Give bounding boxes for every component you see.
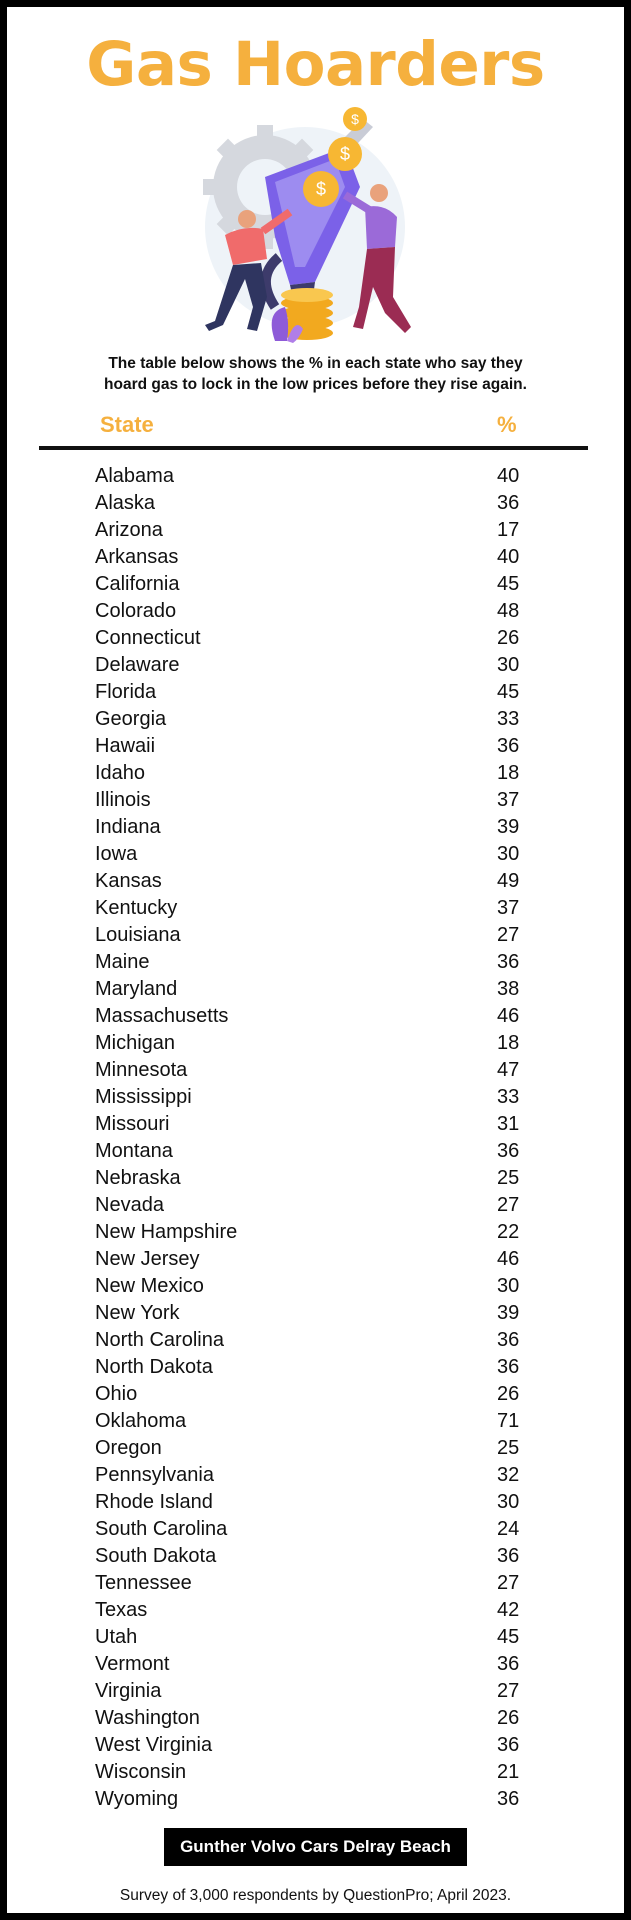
table-row — [7, 598, 624, 625]
table-row — [7, 787, 624, 814]
table-row — [7, 1624, 624, 1651]
state-name: New Jersey — [95, 1248, 200, 1270]
state-percent: 33 — [497, 1086, 520, 1108]
table-row — [7, 1138, 624, 1165]
state-name: New Hampshire — [95, 1221, 238, 1243]
table-row — [7, 1057, 624, 1084]
table-row — [7, 1516, 624, 1543]
state-percent: 27 — [497, 1680, 520, 1702]
state-percent: 25 — [497, 1167, 520, 1189]
table-row — [7, 814, 624, 841]
state-name: Wisconsin — [95, 1761, 187, 1783]
state-name: Rhode Island — [95, 1491, 213, 1513]
state-percent: 47 — [497, 1059, 520, 1081]
table-row — [7, 1084, 624, 1111]
state-percent: 33 — [497, 708, 520, 730]
state-name: Oregon — [95, 1437, 162, 1459]
state-name: Oklahoma — [95, 1410, 187, 1432]
state-name: Texas — [95, 1599, 148, 1621]
state-name: Missouri — [95, 1113, 170, 1135]
state-name: Arizona — [95, 519, 163, 541]
state-percent: 36 — [497, 492, 520, 514]
state-name: Kansas — [95, 870, 162, 892]
state-percent: 30 — [497, 1275, 520, 1297]
state-name: New York — [95, 1302, 180, 1324]
state-percent: 22 — [497, 1221, 520, 1243]
state-name: South Dakota — [95, 1545, 217, 1567]
state-percent: 26 — [497, 627, 520, 649]
state-name: Iowa — [95, 843, 138, 865]
state-percent: 36 — [497, 1545, 520, 1567]
state-percent: 48 — [497, 600, 520, 622]
table-row — [7, 760, 624, 787]
state-name: Wyoming — [95, 1788, 179, 1810]
table-row — [7, 1759, 624, 1786]
state-name: Virginia — [95, 1680, 162, 1702]
intro-text — [7, 353, 624, 395]
table-row — [7, 1030, 624, 1057]
svg-text:$: $ — [351, 111, 359, 127]
table-row — [7, 1435, 624, 1462]
table-row — [7, 1570, 624, 1597]
state-name: North Carolina — [95, 1329, 224, 1351]
state-percent: 36 — [497, 951, 520, 973]
table-row — [7, 490, 624, 517]
svg-text:$: $ — [339, 144, 351, 164]
table-row — [7, 1192, 624, 1219]
state-percent: 39 — [497, 1302, 520, 1324]
state-name: Montana — [95, 1140, 173, 1162]
state-name: Washington — [95, 1707, 200, 1729]
table-row — [7, 679, 624, 706]
state-name: Indiana — [95, 816, 161, 838]
state-name: Florida — [95, 681, 157, 703]
state-percent: 46 — [497, 1248, 520, 1270]
state-percent: 36 — [497, 1356, 520, 1378]
table-row — [7, 1246, 624, 1273]
page-title: Gas Hoarders — [86, 29, 545, 100]
state-percent: 18 — [497, 762, 520, 784]
table-row — [7, 1408, 624, 1435]
table-row — [7, 733, 624, 760]
table-row — [7, 1705, 624, 1732]
infographic-frame — [7, 7, 624, 1913]
state-name: Connecticut — [95, 627, 201, 649]
state-percent: 36 — [497, 1788, 520, 1810]
table-row — [7, 949, 624, 976]
table-row — [7, 1489, 624, 1516]
table-row — [7, 706, 624, 733]
state-name: Delaware — [95, 654, 180, 676]
table-row — [7, 976, 624, 1003]
state-name: Massachusetts — [95, 1005, 229, 1027]
state-name: Pennsylvania — [95, 1464, 214, 1486]
state-percent: 38 — [497, 978, 520, 1000]
intro-line-1: The table below shows the % in each state who say they — [108, 355, 523, 372]
state-percent: 45 — [497, 573, 520, 595]
header-divider — [39, 446, 588, 450]
table-row — [7, 652, 624, 679]
state-percent: 36 — [497, 1734, 520, 1756]
coin-stack-icon — [281, 288, 333, 340]
state-percent: 30 — [497, 654, 520, 676]
table-row — [7, 922, 624, 949]
table-row — [7, 517, 624, 544]
state-percent: 26 — [497, 1383, 520, 1405]
table-row — [7, 895, 624, 922]
table-row — [7, 1543, 624, 1570]
state-percent: 36 — [497, 735, 520, 757]
table-row — [7, 1732, 624, 1759]
table-row — [7, 463, 624, 490]
state-percent: 45 — [497, 1626, 520, 1648]
state-name: Nebraska — [95, 1167, 181, 1189]
state-percent: 30 — [497, 843, 520, 865]
state-percent: 24 — [497, 1518, 520, 1540]
table-row — [7, 571, 624, 598]
state-name: Ohio — [95, 1383, 138, 1405]
table-row — [7, 1003, 624, 1030]
state-percent: 21 — [497, 1761, 520, 1783]
state-percent: 40 — [497, 465, 520, 487]
state-name: New Mexico — [95, 1275, 204, 1297]
state-name: Idaho — [95, 762, 146, 784]
state-name: West Virginia — [95, 1734, 213, 1756]
state-percent: 30 — [497, 1491, 520, 1513]
state-percent: 46 — [497, 1005, 520, 1027]
state-name: Arkansas — [95, 546, 179, 568]
state-name: Alabama — [95, 465, 174, 487]
table-row — [7, 1354, 624, 1381]
table-row — [7, 1381, 624, 1408]
state-percent: 18 — [497, 1032, 520, 1054]
state-name: North Dakota — [95, 1356, 213, 1378]
dealer-badge: Gunther Volvo Cars Delray Beach — [164, 1828, 467, 1866]
table-row — [7, 1300, 624, 1327]
state-percent: 49 — [497, 870, 520, 892]
source-footnote: Survey of 3,000 respondents by QuestionPro; April 2023. — [119, 1887, 512, 1904]
state-table — [7, 463, 624, 1813]
state-name: Maryland — [95, 978, 178, 1000]
table-row — [7, 625, 624, 652]
state-name: South Carolina — [95, 1518, 228, 1540]
table-row — [7, 841, 624, 868]
state-percent: 45 — [497, 681, 520, 703]
state-name: Kentucky — [95, 897, 178, 919]
column-header-state: State — [100, 412, 154, 437]
table-row — [7, 1165, 624, 1192]
table-row — [7, 1219, 624, 1246]
state-percent: 36 — [497, 1653, 520, 1675]
state-name: Vermont — [95, 1653, 170, 1675]
table-row — [7, 1111, 624, 1138]
intro-line-2: hoard gas to lock in the low prices before they rise again. — [104, 376, 527, 393]
state-name: Minnesota — [95, 1059, 188, 1081]
state-percent: 36 — [497, 1140, 520, 1162]
state-name: Georgia — [95, 708, 167, 730]
table-row — [7, 1273, 624, 1300]
state-percent: 25 — [497, 1437, 520, 1459]
state-name: Colorado — [95, 600, 177, 622]
state-name: Hawaii — [95, 735, 156, 757]
state-percent: 32 — [497, 1464, 520, 1486]
state-name: Michigan — [95, 1032, 176, 1054]
table-row — [7, 1678, 624, 1705]
state-percent: 27 — [497, 1572, 520, 1594]
state-name: Nevada — [95, 1194, 164, 1216]
table-row — [7, 1462, 624, 1489]
state-name: Louisiana — [95, 924, 181, 946]
table-row — [7, 1327, 624, 1354]
state-percent: 36 — [497, 1329, 520, 1351]
state-name: Illinois — [95, 789, 151, 811]
state-percent: 37 — [497, 789, 520, 811]
state-percent: 27 — [497, 1194, 520, 1216]
state-name: Tennessee — [95, 1572, 192, 1594]
column-header-percent: % — [497, 412, 517, 437]
state-percent: 31 — [497, 1113, 520, 1135]
table-row — [7, 1597, 624, 1624]
state-percent: 71 — [497, 1410, 520, 1432]
state-percent: 17 — [497, 519, 520, 541]
table-row — [7, 868, 624, 895]
state-name: Mississippi — [95, 1086, 192, 1108]
state-percent: 26 — [497, 1707, 520, 1729]
gas-pump-coins-illustration — [195, 107, 455, 351]
state-percent: 27 — [497, 924, 520, 946]
state-percent: 39 — [497, 816, 520, 838]
state-name: California — [95, 573, 180, 595]
table-row — [7, 1651, 624, 1678]
state-percent: 42 — [497, 1599, 520, 1621]
state-percent: 40 — [497, 546, 520, 568]
table-row — [7, 1786, 624, 1813]
table-row — [7, 544, 624, 571]
state-percent: 37 — [497, 897, 520, 919]
state-name: Utah — [95, 1626, 138, 1648]
svg-text:$: $ — [315, 179, 327, 199]
state-name: Alaska — [95, 492, 156, 514]
state-name: Maine — [95, 951, 150, 973]
